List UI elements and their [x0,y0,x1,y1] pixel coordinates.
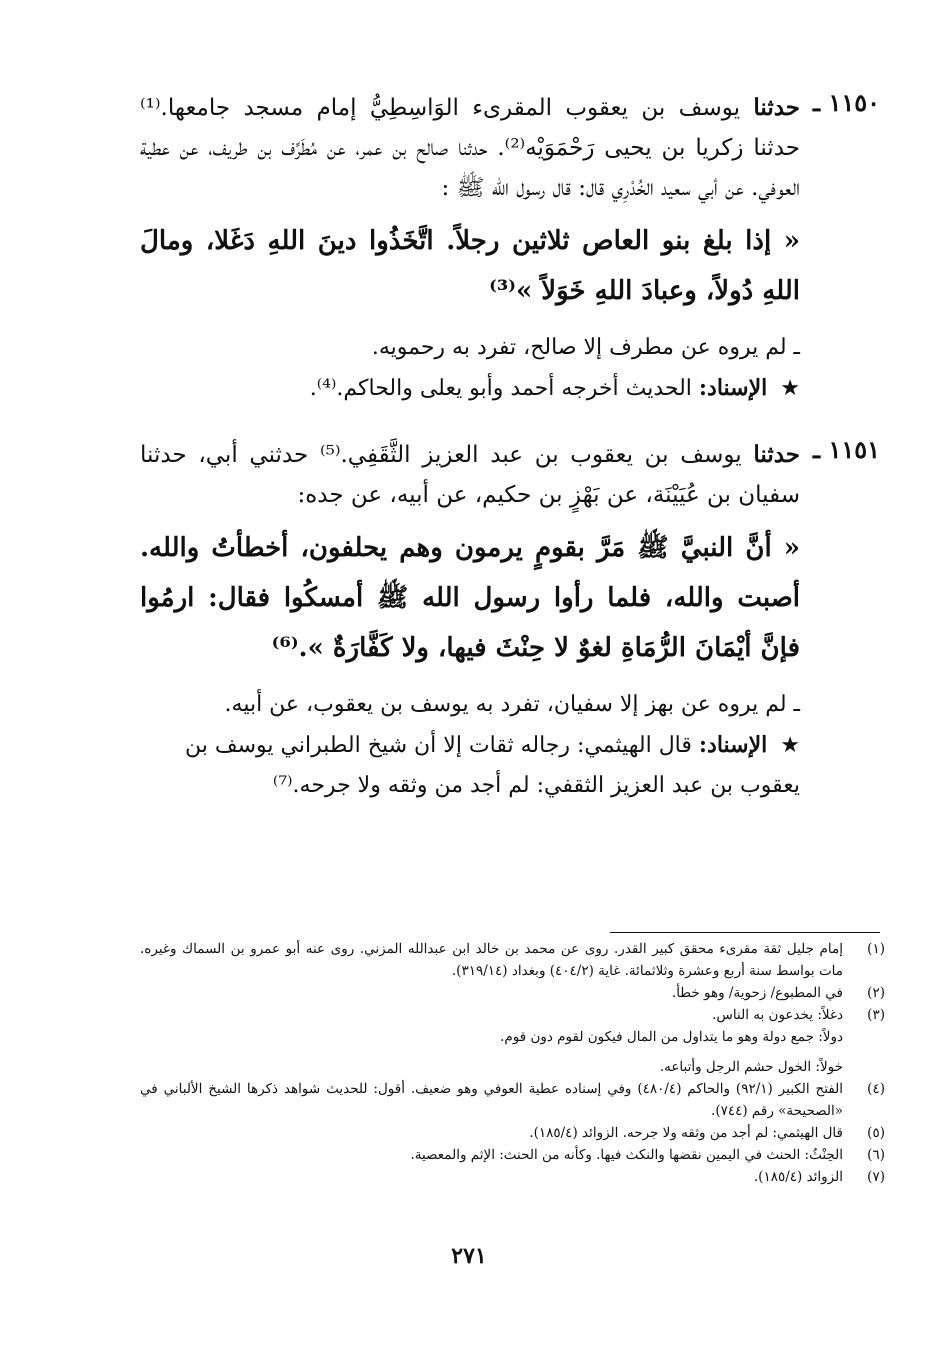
footnote-5 [140,1122,885,1144]
footnote-number: (٥) [867,1125,885,1141]
footnote-number: (٦) [867,1147,885,1163]
footnote-text: قال الهيثمي: لم أجد من وثقه ولا جرحه. الزوائد (١٨٥/٤). [529,1125,843,1141]
chain-body: يوسف بن يعقوب المقرىء الوَاسِطِيُّ إمام مسجد جامعها.⁽¹⁾ حدثنا زكريا بن يحيى رَحْمَوَيْه⁽²⁾. حدثنا صالح بن عمر، عن مُطَرِّف بن طريف، عن عطية العوفي. عن أبي سعيد الخُدْرِي قال: قال رسول الله ﷺ : [140,95,800,201]
footnote-text: إمام جليل ثقة مقرىء محقق كبير القدر. روى عن محمد بن خالد ابن عبدالله المزني. روى عنه أبو عمرو بن السماك وغيره. مات بواسط سنة أربع وعشرة وثلاثمائة. غاية (٤٠٤/٢) وبغداد (٣١٩/١٤). [140,941,843,979]
hadith-entry-1150 [140,88,880,409]
footnote-text: دغلاً: يخدعون به الناس. [712,1007,843,1023]
footnote-text: خولاً: الخول حشم الرجل وأتباعه. [659,1059,843,1075]
opening-word: حدثنا [753,441,801,468]
isnad-label: الإسناد: [698,375,768,401]
star-icon: ★ [780,376,800,401]
isnad-text: قال الهيثمي: رجاله ثقات إلا أن شيخ الطبراني يوسف بن يعقوب بن عبد العزيز الثقفي: لم أجد من وثقه ولا جرحه.⁽⁷⁾ [184,733,800,798]
opening-word: حدثنا [753,94,801,121]
footnote-text: الحِنْثُ: الحنث في اليمين نقضها والنكث فيها. وكأنه من الحنث: الإثم والمعصية. [410,1147,843,1163]
entry-number: ١١٥٠ ـ [813,88,880,117]
page-number: ٢٧١ [451,1243,487,1269]
footnote-3 [140,1004,885,1078]
chain-text [140,88,800,208]
footnote-divider [610,932,880,933]
footnote-number: (١) [867,941,885,957]
isnad-label: الإسناد: [698,732,768,758]
isnad-line [140,368,800,409]
footnote-text: الفتح الكبير (٩٢/١) والحاكم (٤٨٠/٤) وفي إسناده عطية العوفي وهو ضعيف. أقول: للحديث شواهد ذكرها الشيخ الألباني في «الصحيحة» رقم (٧٤٤). [140,1081,843,1119]
chain-text [140,435,800,515]
narration-note: ـ لم يروه عن بهز إلا سفيان، تفرد به يوسف بن يعقوب، عن أبيه. [224,692,800,717]
hadith-entry-1151 [140,435,880,806]
footnote-number: (٣) [867,1007,885,1023]
footnote-text: الزوائد (١٨٥/٤). [753,1169,843,1185]
chain-body: يوسف بن يعقوب بن عبد العزيز الثَّقَفِي.⁽⁵⁾ حدثني أبي، حدثنا سفيان بن عُيَيْنَة، عن بَهْزٍ بن حكيم، عن أبيه، عن جده: [140,442,800,508]
footnote-7 [140,1166,885,1188]
star-icon: ★ [780,733,800,758]
main-text [140,88,880,806]
footnote-6 [140,1144,885,1166]
footnote-number: (٤) [867,1081,885,1097]
entry-number: ١١٥١ ـ [813,435,880,464]
footnote-text: في المطبوع/ زحوية/ وهو خطأ. [671,985,843,1001]
isnad-text: الحديث أخرجه أحمد وأبو يعلى والحاكم.⁽⁴⁾. [309,376,692,401]
footnotes [140,938,885,1188]
hadith-quote: « إذا بلغ بنو العاص ثلاثين رجلاً. اتَّخَذُوا دينَ اللهِ دَغَلا، ومالَ اللهِ دُولاً، وعبادَ اللهِ خَوَلاً »⁽³⁾ [140,226,800,306]
hadith-quote: « أنَّ النبيَّ ﷺ مَرَّ بقومٍ يرمون وهم يحلفون، أخطأتُ والله. أصبت والله، فلما رأوا رسول الله ﷺ أمسكُوا فقال: ارمُوا فإنَّ أيْمَانَ الرُّمَاةِ لغوٌ لا حِنْثَ فيها، ولا كَفَّارَةٌ ».⁽⁶⁾ [140,533,800,663]
footnote-2 [140,982,885,1004]
footnote-number: (٧) [867,1169,885,1185]
footnote-1 [140,938,885,982]
footnote-number: (٢) [867,985,885,1001]
footnote-4 [140,1078,885,1122]
isnad-line [140,725,800,806]
narration-note: ـ لم يروه عن مطرف إلا صالح، تفرد به رحمويه. [371,335,800,360]
footnote-text: دولاً: جمع دولة وهو ما يتداول من المال فيكون لقوم دون قوم. [500,1029,843,1045]
